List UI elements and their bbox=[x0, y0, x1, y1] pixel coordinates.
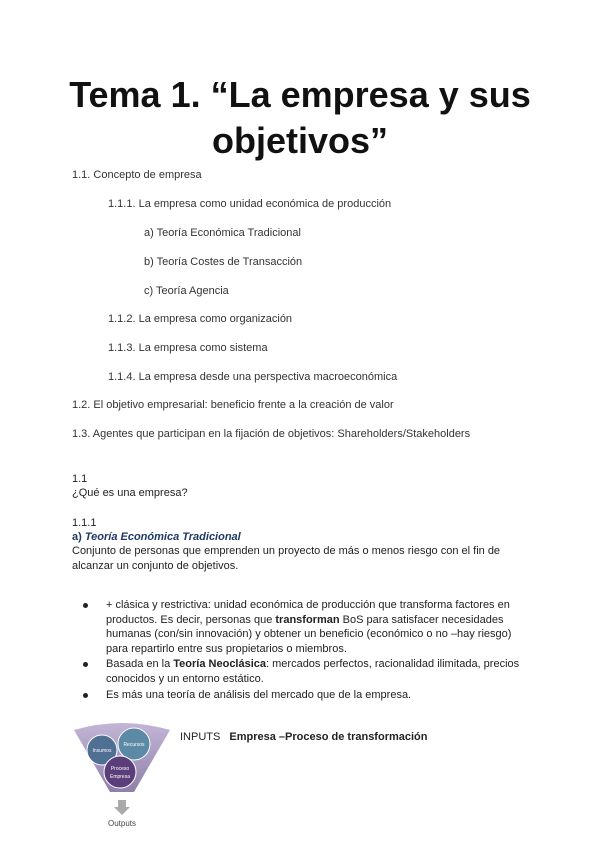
bullet-bold-text: transforman bbox=[275, 613, 340, 626]
toc-item: 1.1.3. La empresa como sistema bbox=[108, 342, 268, 354]
circle-label: Proceso bbox=[110, 766, 130, 772]
toc-item: b) Teoría Costes de Transacción bbox=[144, 256, 303, 268]
toc-item: a) Teoría Económica Tradicional bbox=[144, 227, 301, 239]
transformation-funnel-diagram bbox=[72, 720, 172, 830]
list-item bbox=[72, 657, 532, 686]
circle-label: Insumos bbox=[92, 748, 112, 754]
bullet-icon bbox=[83, 603, 88, 608]
list-item bbox=[72, 688, 532, 703]
bullet-icon bbox=[83, 693, 88, 698]
definition-paragraph: Conjunto de personas que emprenden un proyecto de más o menos riesgo con el fin de alcanzar un conjunto de objetivos. bbox=[72, 545, 501, 572]
funnel-circle bbox=[104, 756, 136, 788]
inputs-label: INPUTS bbox=[180, 731, 221, 743]
section-number: 1.1 bbox=[72, 473, 88, 485]
subsection-title: Teoría Económica Tradicional bbox=[84, 531, 241, 543]
down-arrow-icon bbox=[114, 800, 130, 815]
circle-label: Recursos bbox=[123, 742, 145, 748]
toc-item: 1.1.2. La empresa como organización bbox=[108, 313, 293, 325]
bullet-text: Es más una teoría de análisis del mercado que de la empresa. bbox=[106, 688, 412, 701]
process-label: Empresa –Proceso de transformación bbox=[229, 731, 428, 743]
section-question: ¿Qué es una empresa? bbox=[72, 487, 188, 499]
subsection-number: 1.1.1 bbox=[72, 517, 97, 529]
bullet-text: + clásica y restrictiva: unidad económica de producción que transforma factores en productos. Es decir, personas que bbox=[106, 599, 510, 626]
list-item bbox=[72, 598, 532, 656]
circle-label: Empresa bbox=[109, 774, 131, 780]
subsection-heading bbox=[72, 530, 532, 544]
bullet-text: : mercados perfectos, racionalidad ilimitada, precios conocidos y un entorno estático. bbox=[106, 658, 520, 685]
subsection-letter: a) bbox=[72, 531, 82, 543]
toc-item: 1.2. El objetivo empresarial: beneficio frente a la creación de valor bbox=[72, 399, 394, 411]
toc-item: c) Teoría Agencia bbox=[144, 285, 229, 297]
toc-item: 1.1. Concepto de empresa bbox=[72, 169, 202, 181]
bullet-bold-text: Teoría Neoclásica bbox=[173, 658, 267, 671]
toc-item: 1.1.4. La empresa desde una perspectiva macroeconómica bbox=[108, 371, 398, 383]
bullet-text: BoS para satisfacer necesidades humanas (con/sin innovación) y obtener un beneficio (económico o no –hay riesgo) para repartirlo entre sus propietarios o miembros. bbox=[106, 613, 512, 655]
output-label: Outputs bbox=[107, 819, 137, 828]
diagram-caption bbox=[180, 730, 427, 744]
bullet-icon bbox=[83, 662, 88, 667]
bullet-list bbox=[72, 598, 532, 703]
page-title: Tema 1. “La empresa y sus objetivos” bbox=[69, 74, 531, 161]
bullet-text: Basada en la bbox=[106, 658, 174, 671]
toc-item: 1.3. Agentes que participan en la fijación de objetivos: Shareholders/Stakeholders bbox=[72, 428, 471, 440]
toc-item: 1.1.1. La empresa como unidad económica de producción bbox=[108, 198, 392, 210]
